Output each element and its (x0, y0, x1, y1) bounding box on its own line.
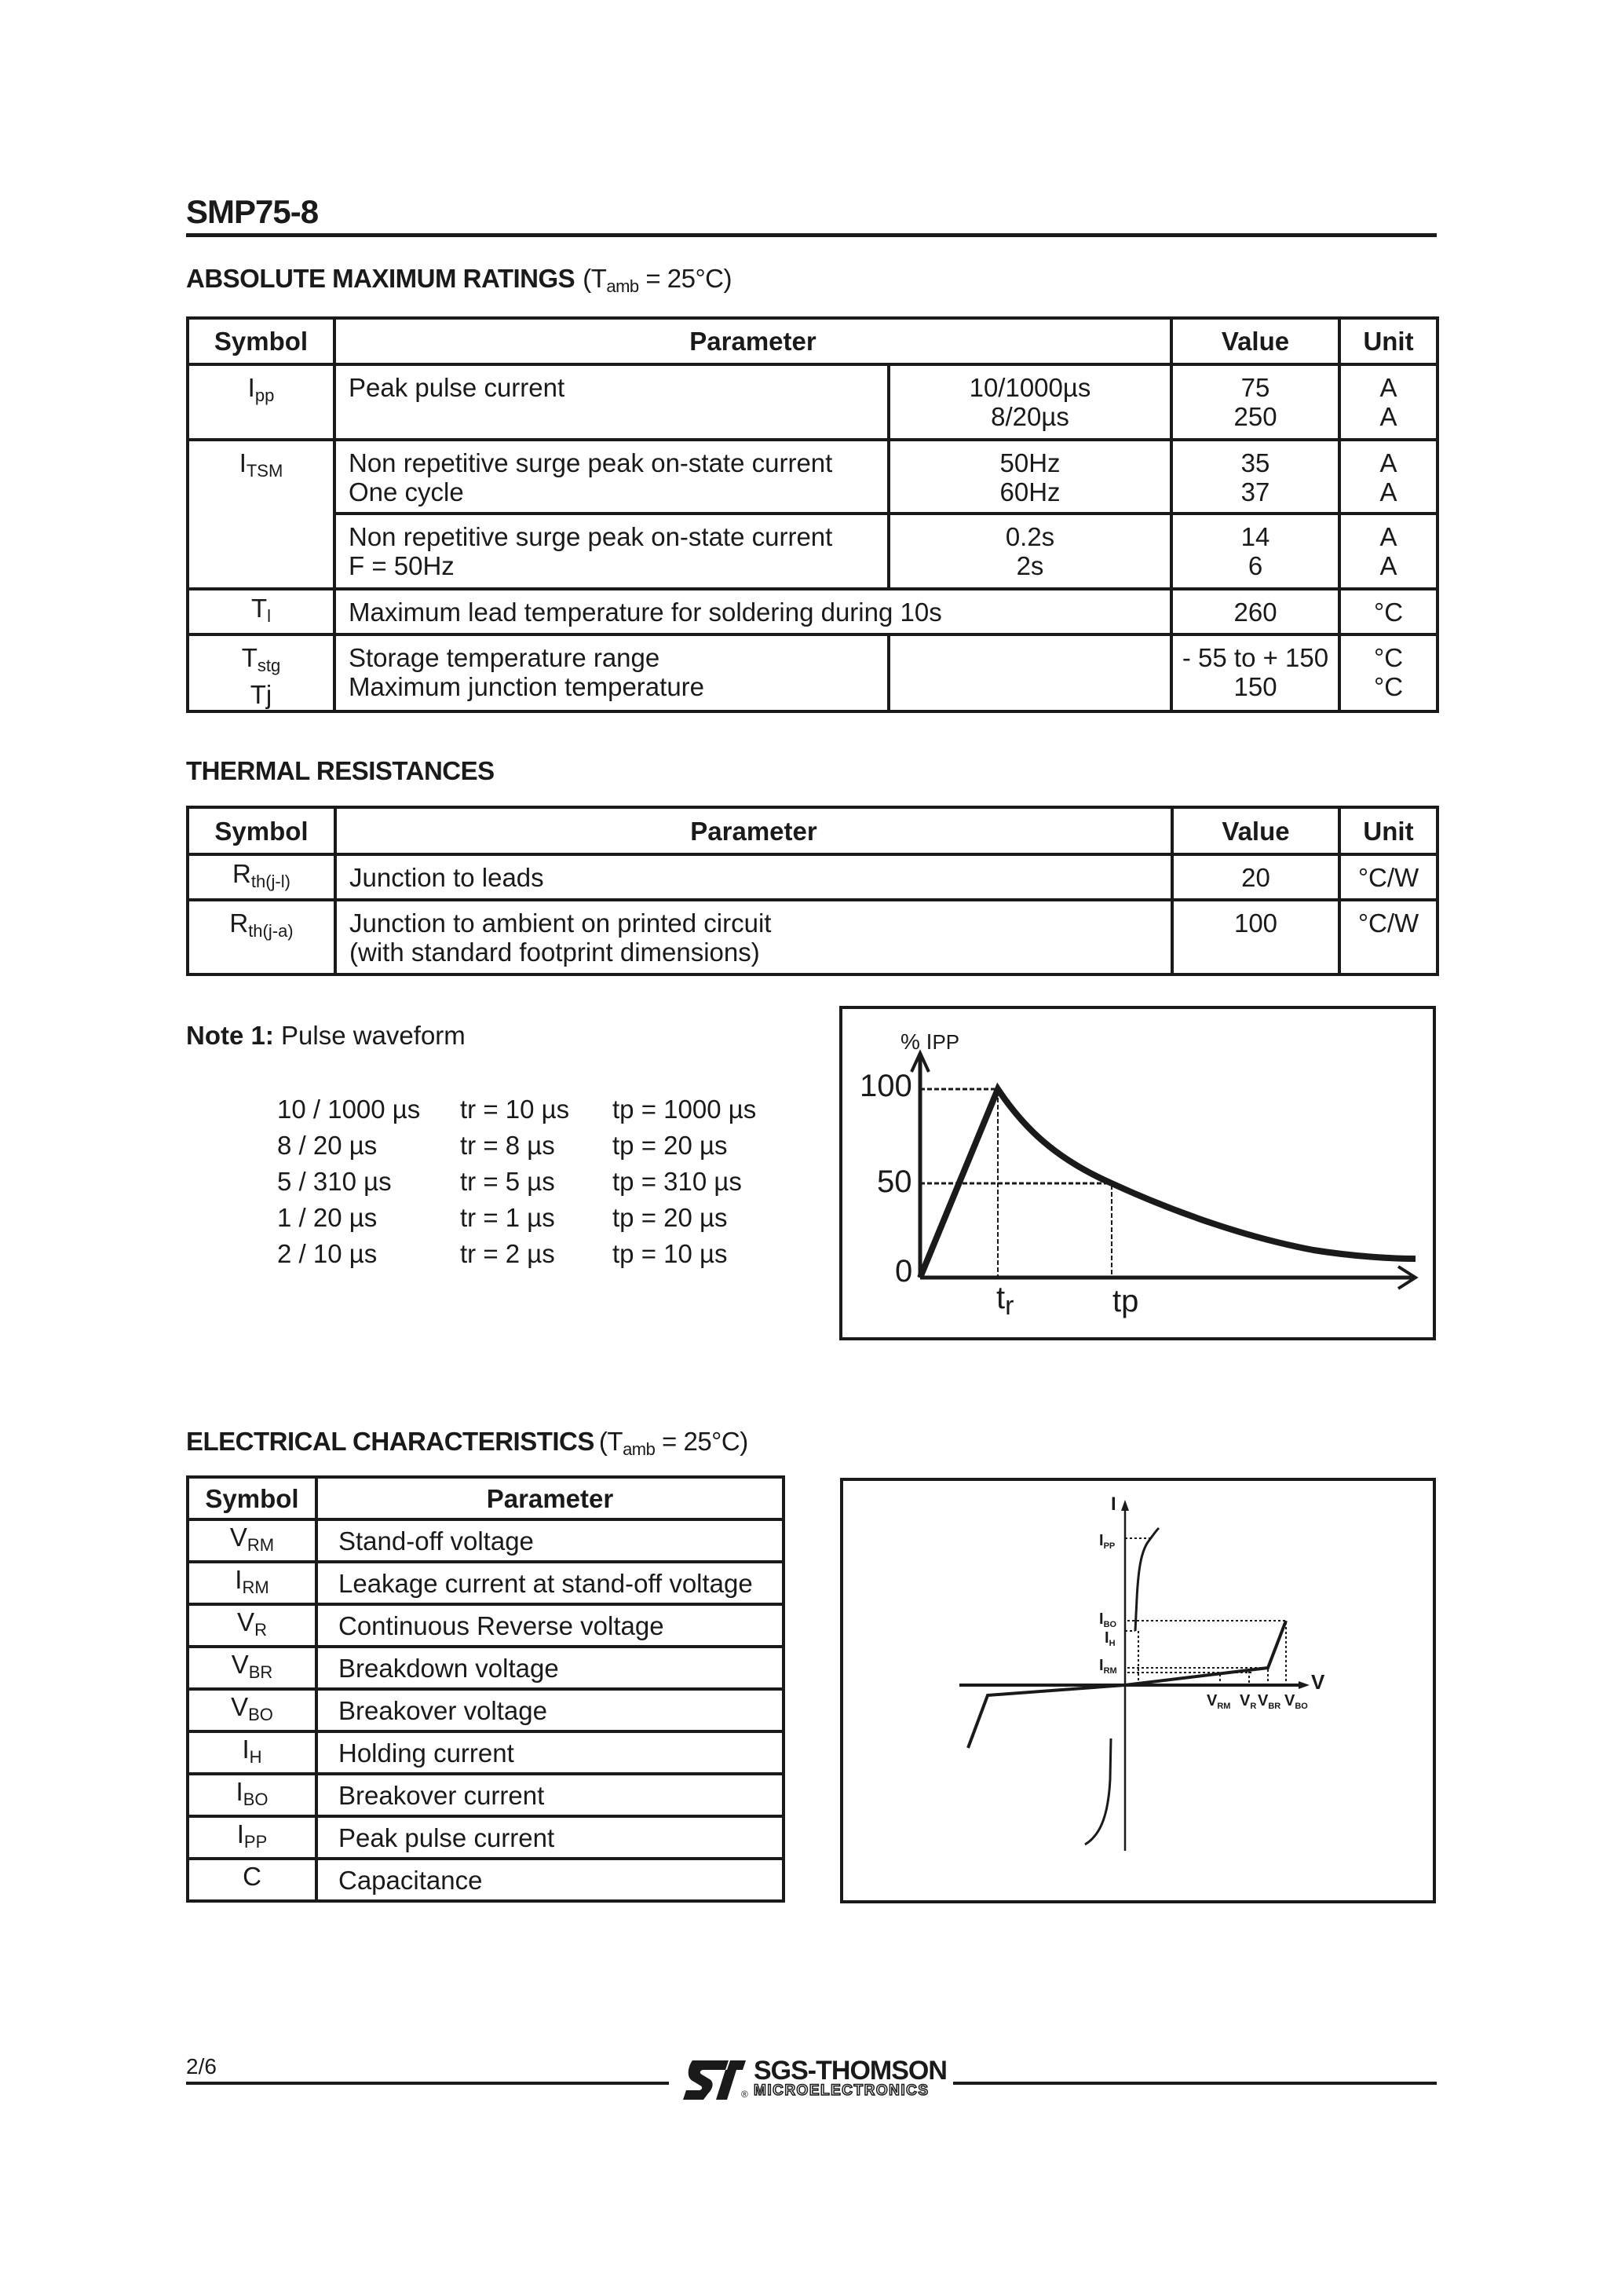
tr-main: t (996, 1281, 1006, 1315)
parameter-cell (334, 440, 889, 514)
guides (1125, 1538, 1286, 1684)
table-row (188, 1774, 784, 1816)
vrm-label (1207, 1693, 1230, 1714)
condition-cell (889, 514, 1171, 589)
tr-sub: r (1005, 1291, 1014, 1321)
unit-cell (1339, 364, 1438, 440)
symbol-sub: BO (243, 1789, 269, 1809)
pulse-tr: tr = 5 µs (460, 1167, 555, 1196)
unit-line: A (1379, 402, 1397, 431)
symbol-sub: l (267, 605, 272, 626)
label-sub: H (1109, 1639, 1116, 1648)
note-label: Note 1: (186, 1021, 274, 1050)
pulse-wave: 8 / 20 µs (277, 1131, 378, 1160)
symbol-sub: BR (248, 1662, 273, 1682)
symbol-main: R (229, 909, 249, 938)
unit-line: °C (1374, 597, 1404, 627)
pulse-tr: tr = 1 µs (460, 1203, 555, 1232)
value-cell (1172, 900, 1339, 974)
label-sub: RM (1103, 1666, 1117, 1676)
value-line: 250 (1233, 402, 1277, 431)
absolute-max-ratings-heading (186, 264, 732, 297)
symbol-cell (188, 1859, 316, 1901)
parameter-cell: Capacitance (316, 1859, 784, 1901)
unit-cell (1339, 440, 1438, 514)
y-tick-50: 50 (877, 1164, 912, 1199)
table-row (188, 1859, 784, 1901)
vbo-label (1284, 1693, 1308, 1714)
label-main: I (1099, 1532, 1104, 1549)
symbol-sub: stg (257, 656, 281, 675)
value-line: 6 (1248, 551, 1263, 580)
label-main: I (1105, 1629, 1109, 1647)
condition-line: 0.2s (1005, 522, 1055, 551)
footer-rule-right (953, 2082, 1437, 2085)
col-symbol: Symbol (188, 318, 334, 364)
symbol-main: I (242, 1734, 250, 1764)
parameter-cell: Continuous Reverse voltage (316, 1604, 784, 1647)
symbol-cell (188, 364, 334, 440)
unit-line: A (1379, 522, 1397, 551)
irm-label (1099, 1658, 1117, 1679)
table-row (188, 440, 1438, 514)
table-row (188, 1689, 784, 1731)
col-parameter: Parameter (316, 1477, 784, 1519)
unit-cell (1339, 900, 1438, 974)
condition (598, 1427, 748, 1459)
parameter-line: Peak pulse current (349, 373, 565, 402)
table-row (188, 1604, 784, 1647)
value-line: 14 (1240, 522, 1270, 551)
part-number-title: SMP75-8 (186, 193, 319, 230)
electrical-characteristics-table (186, 1475, 785, 1903)
symbol-main: I (239, 448, 247, 477)
unit-cell (1339, 634, 1438, 711)
iv-characteristic-diagram (840, 1478, 1436, 1903)
label-sub: R (1250, 1702, 1257, 1711)
value-cell (1171, 634, 1339, 711)
label-main: V (1284, 1692, 1295, 1709)
parameter-cell (334, 634, 889, 711)
value-cell (1171, 364, 1339, 440)
col-parameter: Parameter (334, 318, 1171, 364)
unit-line: A (1379, 373, 1397, 402)
iv-plot (843, 1481, 1439, 1907)
value-line: 260 (1233, 597, 1277, 627)
symbol-sub: TSM (246, 461, 283, 481)
section-title: ELECTRICAL CHARACTERISTICS (186, 1427, 594, 1456)
parameter-cell (334, 364, 889, 440)
symbol-secondary: Tj (250, 680, 272, 709)
condition-line: 60Hz (999, 477, 1061, 506)
symbol-cell (188, 900, 335, 974)
unit-line: A (1379, 551, 1397, 580)
table-row (188, 514, 1438, 589)
footer-rule-left (186, 2082, 669, 2085)
condition (583, 264, 732, 296)
table-row (188, 1816, 784, 1859)
y-tick-100: 100 (860, 1069, 912, 1103)
label-sub: BR (1268, 1702, 1281, 1711)
table-row (188, 854, 1438, 900)
parameter-line: Maximum lead temperature for soldering during 10s (349, 597, 942, 627)
value-cell (1171, 514, 1339, 589)
parameter-line: F = 50Hz (349, 551, 455, 580)
condition-suffix: = 25°C) (655, 1427, 748, 1456)
ih-label (1105, 1630, 1116, 1651)
parameter-line: One cycle (349, 477, 464, 506)
label-sub: BO (1295, 1702, 1308, 1711)
symbol-sub: th(j-a) (248, 921, 294, 941)
symbol-main: I (236, 1776, 243, 1806)
section-title: ABSOLUTE MAXIMUM RATINGS (186, 264, 575, 293)
col-value: Value (1171, 318, 1339, 364)
value-line: 37 (1240, 477, 1270, 506)
parameter-cell: Breakdown voltage (316, 1647, 784, 1689)
symbol-cell (188, 589, 334, 634)
table-row (188, 634, 1438, 711)
parameter-line: Junction to ambient on printed circuit (349, 909, 772, 938)
col-symbol: Symbol (188, 1477, 316, 1519)
y-label-prefix: % I (901, 1029, 933, 1054)
symbol-sub: H (249, 1746, 262, 1767)
symbol-main: I (235, 1564, 243, 1594)
tp-label: tp (1112, 1284, 1139, 1318)
parameter-cell: Breakover voltage (316, 1689, 784, 1731)
col-unit: Unit (1339, 807, 1438, 854)
condition-line: 2s (1016, 551, 1044, 580)
i-axis-label: I (1111, 1493, 1116, 1515)
symbol-main: V (229, 1522, 247, 1552)
parameter-line: Maximum junction temperature (349, 672, 705, 701)
condition-cell (889, 634, 1171, 711)
symbol-sub: R (254, 1619, 267, 1640)
parameter-cell (335, 900, 1172, 974)
symbol-main: C (243, 1861, 261, 1891)
symbol-main: V (231, 1649, 249, 1679)
ipp-label (1099, 1533, 1115, 1554)
thermal-resistances-heading: THERMAL RESISTANCES (186, 756, 495, 785)
value-line: 35 (1240, 448, 1270, 477)
pulse-wave: 2 / 10 µs (277, 1239, 378, 1268)
vbr-label (1258, 1693, 1280, 1714)
company-name: SGS-THOMSON (754, 2056, 947, 2086)
symbol-cell (188, 854, 335, 900)
parameter-cell: Peak pulse current (316, 1816, 784, 1859)
table-header-row (188, 807, 1438, 854)
parameter-cell (334, 589, 1171, 634)
unit-cell (1339, 514, 1438, 589)
condition-cell (889, 364, 1171, 440)
condition-sub: amb (606, 276, 639, 296)
col-value: Value (1172, 807, 1339, 854)
absolute-max-ratings-table (186, 316, 1439, 713)
forward-curve (1125, 1621, 1286, 1685)
condition-prefix: (T (598, 1427, 623, 1456)
on-state-curve (1135, 1528, 1159, 1631)
pulse-waveform-diagram (839, 1006, 1436, 1340)
value-cell: 20 (1172, 854, 1339, 900)
unit-line: A (1379, 448, 1397, 477)
table-row (188, 1647, 784, 1689)
pulse-tp: tp = 310 µs (612, 1167, 742, 1196)
waveform-plot (842, 1009, 1439, 1344)
table-header-row (188, 318, 1438, 364)
v-axis-label: V (1311, 1670, 1325, 1694)
symbol-main: I (247, 373, 255, 402)
value-text: 100 (1233, 909, 1278, 938)
parameter-cell: Holding current (316, 1731, 784, 1774)
col-symbol: Symbol (188, 807, 335, 854)
label-main: V (1240, 1692, 1251, 1709)
condition-line: 50Hz (999, 448, 1061, 477)
label-sub: PP (1103, 1541, 1116, 1551)
pulse-tp: tp = 1000 µs (612, 1095, 757, 1124)
unit-line: °C (1374, 643, 1404, 672)
symbol-sub: th(j-l) (250, 871, 290, 891)
symbol-cell (188, 440, 334, 589)
unit-line: A (1379, 477, 1397, 506)
label-main: I (1099, 1610, 1104, 1628)
label-main: I (1099, 1657, 1104, 1674)
electrical-characteristics-heading (186, 1427, 748, 1460)
symbol-cell (188, 1816, 316, 1859)
table-row (188, 1519, 784, 1562)
symbol-cell (188, 1562, 316, 1604)
y-axis-label (901, 1026, 959, 1058)
page-number: 2/6 (186, 2054, 217, 2078)
label-main: V (1207, 1692, 1218, 1709)
symbol-main: V (237, 1607, 255, 1636)
symbol-cell (188, 1731, 316, 1774)
symbol-main: T (241, 643, 258, 672)
value-cell (1171, 589, 1339, 634)
thermal-resistances-table (186, 806, 1439, 976)
condition-line: 10/1000µs (969, 373, 1091, 402)
condition-suffix: = 25°C) (638, 264, 732, 293)
symbol-cell (188, 1774, 316, 1816)
symbol-cell (188, 1604, 316, 1647)
pulse-tp: tp = 20 µs (612, 1203, 728, 1232)
symbol-sub: RM (247, 1534, 275, 1555)
value-line: 150 (1233, 672, 1277, 701)
value-line: - 55 to + 150 (1182, 643, 1329, 672)
pulse-tp: tp = 10 µs (612, 1239, 728, 1268)
value-line: 75 (1240, 373, 1270, 402)
company-division: MICROELECTRONICS (754, 2082, 930, 2099)
col-parameter: Parameter (335, 807, 1172, 854)
pulse-wave: 5 / 310 µs (277, 1167, 392, 1196)
condition-cell (889, 440, 1171, 514)
parameter-line: Non repetitive surge peak on-state current (349, 522, 833, 551)
i-axis-arrow (1121, 1500, 1129, 1511)
vr-label (1240, 1693, 1256, 1714)
v-axis-arrow (1299, 1681, 1310, 1689)
parameter-cell (334, 514, 889, 589)
unit-line: °C (1374, 672, 1404, 701)
header-rule (186, 233, 1437, 237)
symbol-main: V (231, 1691, 249, 1721)
symbol-sub: BO (248, 1704, 273, 1724)
table-row (188, 1562, 784, 1604)
parameter-line: Non repetitive surge peak on-state current (349, 448, 833, 477)
pulse-tp: tp = 20 µs (612, 1131, 728, 1160)
sgs-thomson-logo (681, 2056, 947, 2103)
value-cell (1171, 440, 1339, 514)
symbol-sub: PP (243, 1831, 268, 1852)
reverse-curve (968, 1685, 1125, 1748)
symbol-cell (188, 1647, 316, 1689)
symbol-main: R (232, 858, 251, 888)
symbol-main: I (236, 1819, 244, 1848)
parameter-line: Storage temperature range (349, 643, 660, 672)
symbol-main: T (250, 593, 268, 623)
table-row (188, 900, 1438, 974)
pulse-wave: 10 / 1000 µs (277, 1095, 421, 1124)
parameter-line: Junction to leads (349, 862, 544, 892)
note-text: Pulse waveform (281, 1021, 466, 1050)
note-1 (186, 1021, 466, 1051)
parameter-cell (335, 854, 1172, 900)
pulse-tr: tr = 8 µs (460, 1131, 555, 1160)
tr-label (996, 1281, 1014, 1321)
condition-line: 8/20µs (991, 402, 1069, 431)
parameter-line: (with standard footprint dimensions) (349, 938, 760, 967)
parameter-cell: Breakover current (316, 1774, 784, 1816)
label-main: V (1258, 1692, 1269, 1709)
unit-cell: °C/W (1339, 854, 1438, 900)
table-row (188, 1731, 784, 1774)
col-unit: Unit (1339, 318, 1438, 364)
symbol-cell (188, 1519, 316, 1562)
table-header-row (188, 1477, 784, 1519)
table-row (188, 364, 1438, 440)
label-sub: RM (1217, 1702, 1231, 1711)
parameter-cell: Leakage current at stand-off voltage (316, 1562, 784, 1604)
symbol-sub: RM (242, 1577, 269, 1597)
symbol-sub: pp (254, 386, 275, 405)
condition-sub: amb (623, 1439, 656, 1459)
symbol-cell (188, 1689, 316, 1731)
registered-mark: ® (741, 2089, 748, 2100)
unit-text: °C/W (1357, 909, 1419, 938)
label-sub: BO (1103, 1620, 1117, 1629)
pulse-wave: 1 / 20 µs (277, 1203, 378, 1232)
parameter-cell: Stand-off voltage (316, 1519, 784, 1562)
y-tick-0: 0 (895, 1254, 913, 1289)
condition-prefix: (T (583, 264, 607, 293)
symbol-cell (188, 634, 334, 711)
unit-cell (1339, 589, 1438, 634)
pulse-tr: tr = 10 µs (460, 1095, 570, 1124)
pulse-tr: tr = 2 µs (460, 1239, 555, 1268)
table-row (188, 589, 1438, 634)
y-label-sub: PP (932, 1030, 960, 1054)
reverse-on-state-curve (1085, 1738, 1111, 1844)
